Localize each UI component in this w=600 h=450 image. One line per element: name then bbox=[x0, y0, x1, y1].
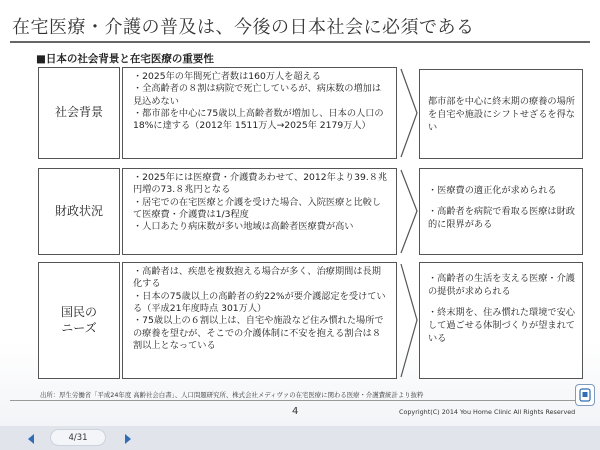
result-item: ・高齢者を病院で看取る医療は財政的に限界がある bbox=[428, 205, 575, 230]
chevron-left-icon[interactable] bbox=[24, 431, 38, 445]
chevron-right-icon bbox=[399, 168, 419, 255]
detail-item: ・全高齢者の８割は病院で死亡しているが、病床数の増加は見込めない bbox=[133, 83, 382, 107]
title-divider bbox=[10, 41, 590, 43]
row-details bbox=[122, 67, 397, 159]
result-item: 都市部を中心に終末期の療養の場所を自宅や施設にシフトせざるを得ない bbox=[428, 96, 575, 133]
row-result bbox=[419, 262, 583, 379]
detail-item: ・2025年には医療費・介護費あわせて、2012年より39.８兆円増の73.８兆円となる bbox=[133, 172, 388, 196]
row-label: 国民の ニーズ bbox=[38, 262, 120, 379]
row-result bbox=[419, 168, 583, 255]
footer-divider bbox=[10, 400, 590, 401]
detail-item: ・居宅での在宅医療と介護を受けた場合、入院医療と比較して医療費・介護費は1/3程度 bbox=[133, 196, 382, 220]
copyright-text: Copyright(C) 2014 You Home Clinic All Rights Reserved bbox=[399, 408, 576, 416]
row-financial-status bbox=[38, 168, 578, 255]
detail-item: ・人口あたり病床数が多い地域は高齢者医療費が高い bbox=[133, 221, 354, 233]
chevron-right-icon bbox=[399, 262, 419, 379]
page-indicator: 4/31 bbox=[50, 429, 106, 446]
row-details bbox=[122, 168, 397, 255]
result-item: ・高齢者の生活を支える医療・介護の提供が求められる bbox=[428, 273, 575, 297]
detail-item: ・日本の75歳以上の高齢者の約22%が要介護認定を受けている（平成21年度時点 301万人） bbox=[133, 290, 386, 314]
row-result bbox=[419, 69, 583, 159]
chevron-right-icon[interactable] bbox=[121, 431, 135, 445]
result-item: ・終末期を、住み慣れた環境で安心して過ごせる体制づくりが望まれている bbox=[428, 306, 575, 344]
row-public-needs bbox=[38, 262, 578, 379]
section-heading: ■日本の社会背景と在宅医療の重要性 bbox=[36, 53, 214, 65]
viewer-toolbar bbox=[0, 426, 600, 450]
source-note: 出所：厚生労働省「平成24年度 高齢社会白書」、人口問題研究所、株式会社メディヴァの在宅医療に関わる医療・介護費統計より抜粋 bbox=[40, 391, 424, 399]
result-item: ・医療費の適正化が求められる bbox=[428, 185, 557, 196]
slide-page-number: 4 bbox=[292, 406, 299, 417]
row-label: 社会背景 bbox=[38, 67, 120, 159]
chevron-right-icon bbox=[399, 67, 419, 159]
row-details bbox=[122, 262, 397, 379]
detail-item: ・都市部を中心に75歳以上高齢者数が増加し、日本の人口の18%に達する（2012年 1511万人→2025年 2179万人） bbox=[133, 107, 384, 132]
detail-item: ・2025年の年間死亡者数は160万人を超える bbox=[133, 71, 321, 82]
slide-title: 在宅医療・介護の普及は、今後の日本社会に必須である bbox=[12, 17, 475, 38]
detail-item: ・75歳以上の６割以上は、自宅や施設など住み慣れた場所での療養を望むが、そこでの介護体制に不安を抱える割合は８割以上となっている bbox=[133, 315, 384, 351]
row-social-background bbox=[38, 67, 578, 159]
detail-item: ・高齢者は、疾患を複数抱える場合が多く、治療期間は長期化する bbox=[133, 266, 381, 290]
slide-logo-icon bbox=[575, 384, 595, 406]
row-label: 財政状況 bbox=[38, 168, 120, 255]
